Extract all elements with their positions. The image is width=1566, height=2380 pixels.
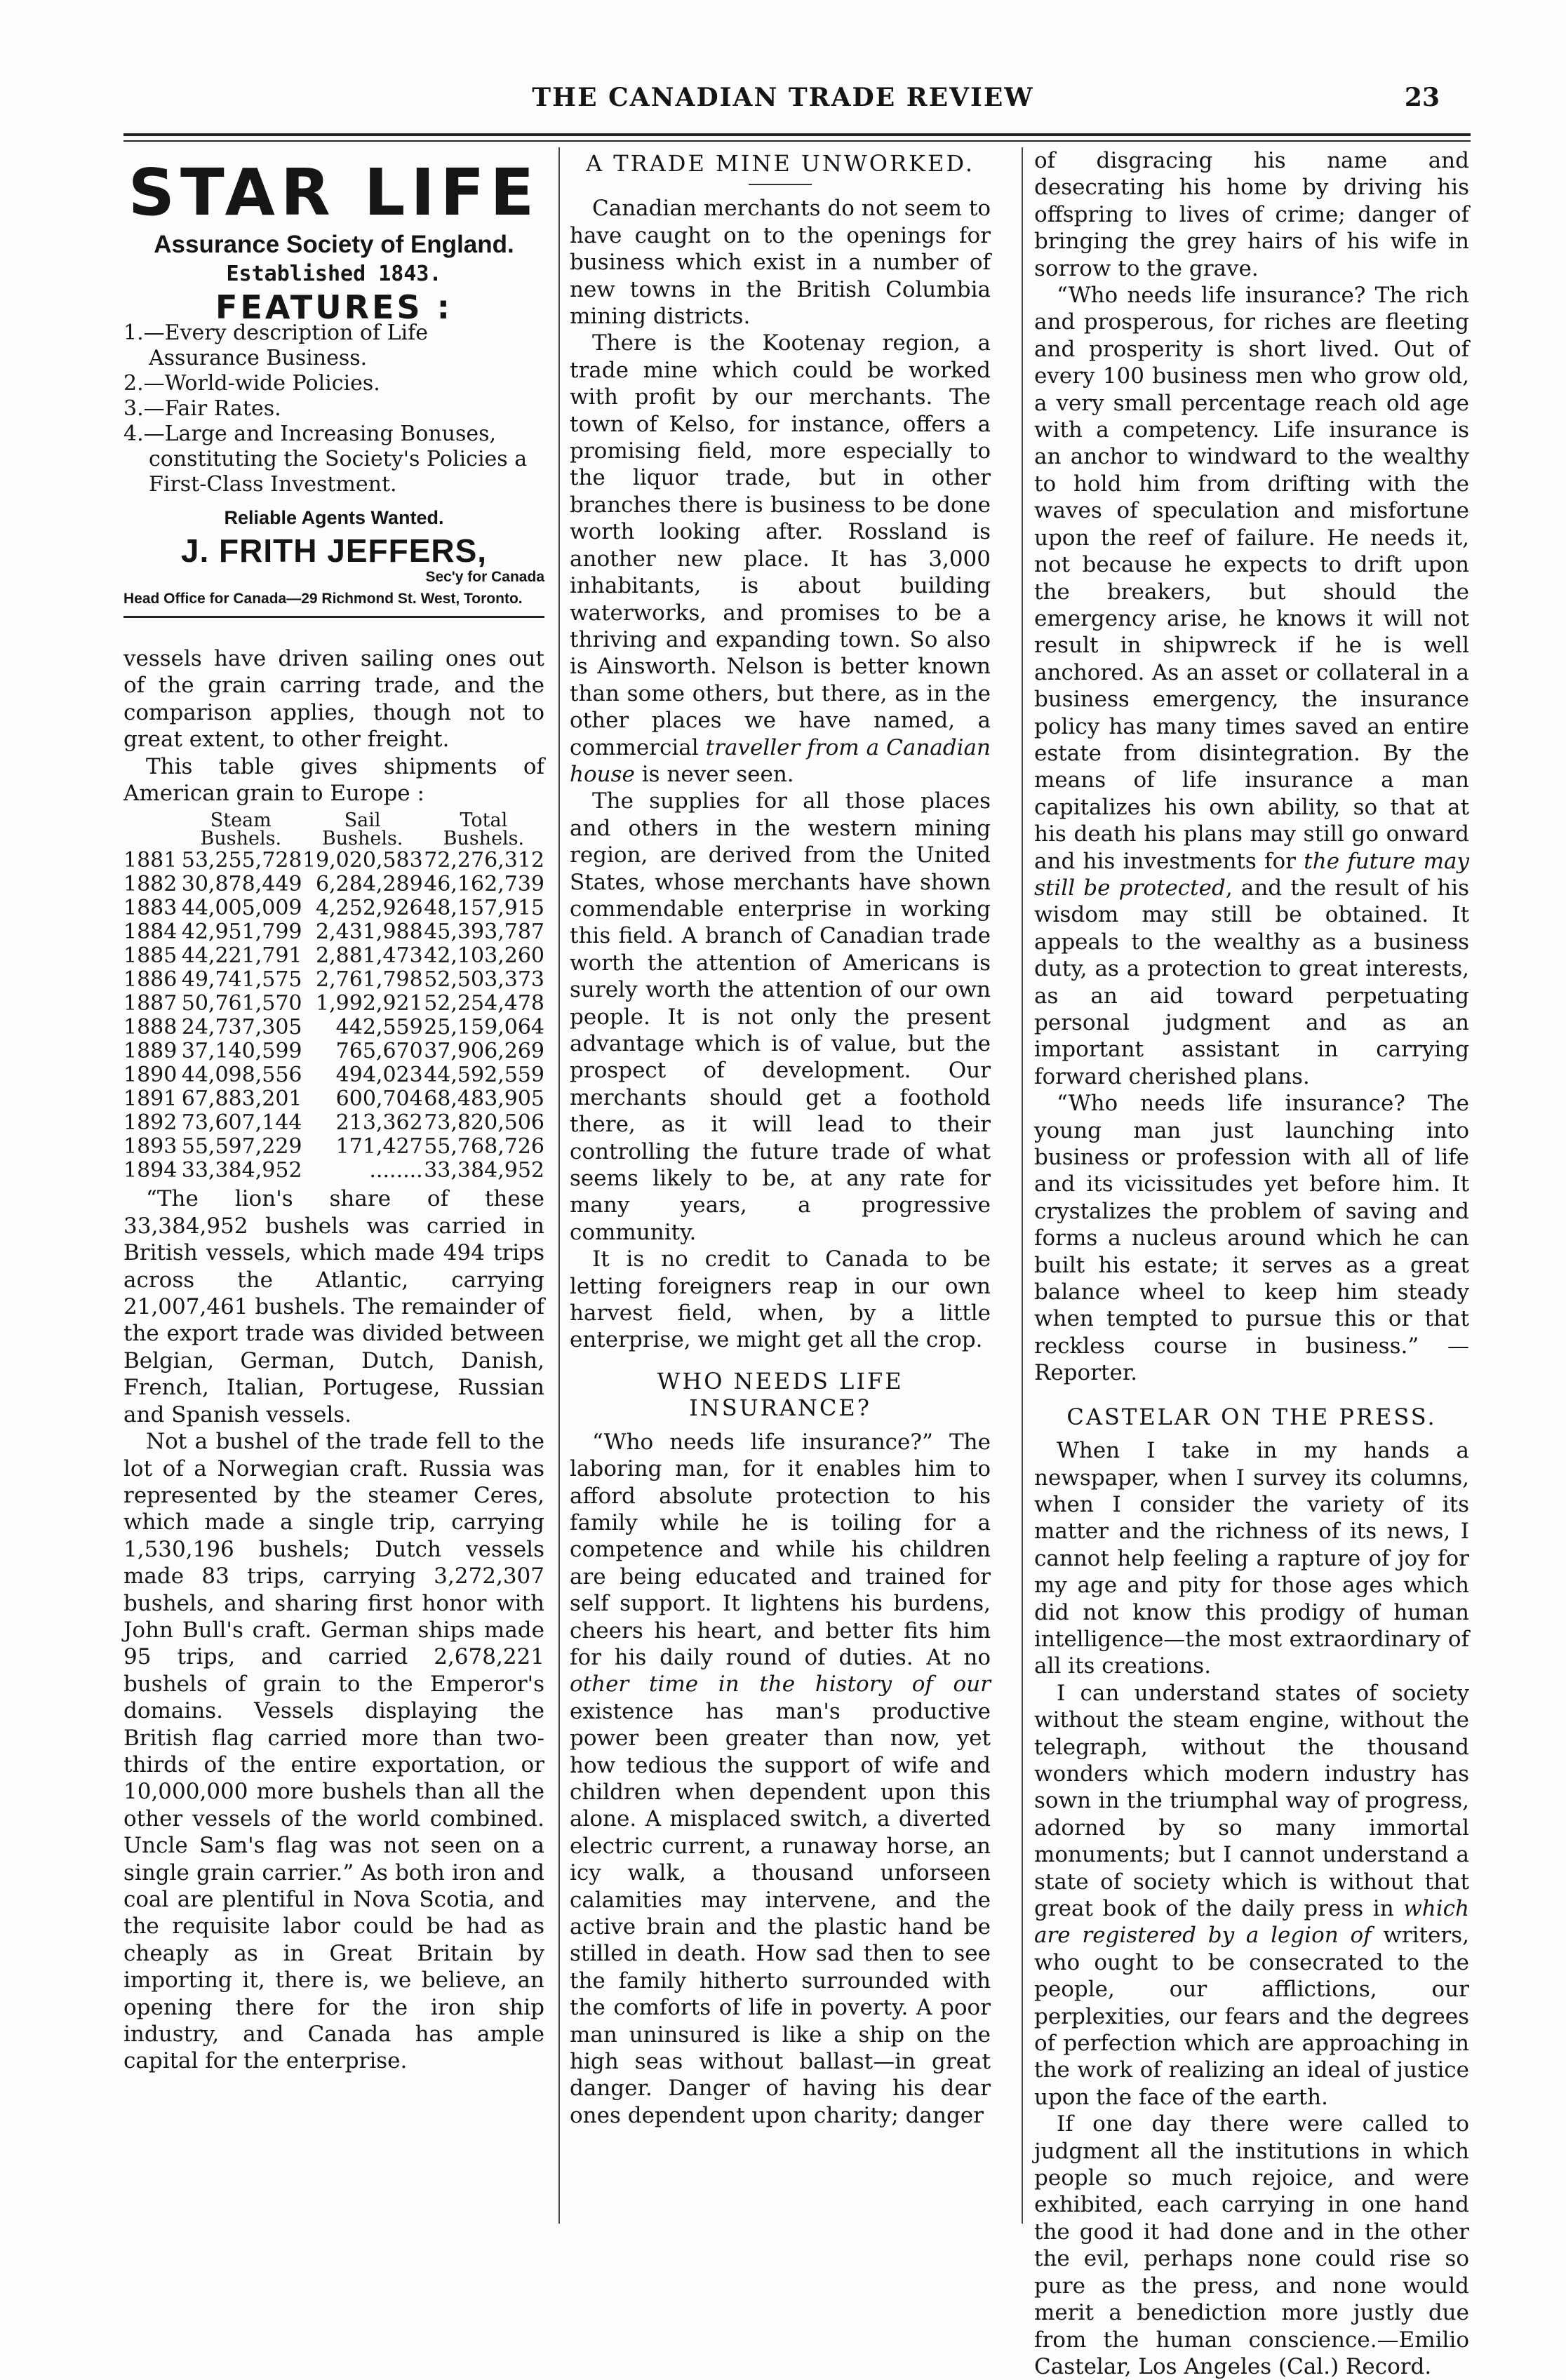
table-year-cell: 1890: [123, 1063, 178, 1088]
table-value-cell: 171,427: [335, 1134, 423, 1159]
table-value-cell: 2,431,988: [316, 920, 423, 945]
table-value-cell: 44,005,009: [181, 896, 302, 921]
table-value-cell: 25,159,064: [424, 1015, 544, 1040]
table-header: Steam Bushels.: [200, 809, 282, 850]
column-divider: [558, 147, 560, 2224]
running-header: [0, 83, 1566, 125]
table-row: [123, 992, 544, 1016]
table-row: [123, 944, 544, 968]
text-run: “Who needs life insurance? The rich and prosperous, for riches are fleeting and prosperity is short lived. Out of every 100 business men who grow old, a very small percentage reach old age with a competency. Life insurance is an anchor to windward to the wealthy to hold him from drifting with the waves of speculation and misfortune upon the reef of failure. He needs it, not because he expects to drift upon the breakers, but should the emergency arise, he knows it will not result in shipwreck if he is well anchored. As an asset or collateral in a business emergency, the insurance policy has many times saved an entire estate from disintegration. By the means of life insurance a man capitalizes his own ability, so that at his death his plans may still go onward and his investments for: [1034, 283, 1469, 874]
table-value-cell: 37,906,269: [424, 1039, 544, 1064]
text-run: , and the result of his wisdom may still be obtained. It appeals to the wealthy as a business duty, as a protection to great interests, as an aid toward perpetuating personal judgment and as an important assistant in carrying forward cherished plans.: [1034, 875, 1469, 1089]
table-value-cell: 6,284,289: [316, 872, 423, 897]
table-value-cell: 37,140,599: [181, 1039, 302, 1064]
young-man-paragraph: “Who needs life insurance? The young man just launching into business or profession with all of life and its vicissitudes yet before him. It crystalizes the problem of saving and forms a nucleus around which he can built his estate; it serves as a great balance wheel to keep him steady when tempted to pursue this or that reckless course in business.” —Reporter.: [1034, 1091, 1469, 1386]
newspaper-paragraph: When I take in my hands a newspaper, when I survey its columns, when I consider the variety of its matter and the richness of its news, I cannot help feeling a rapture of joy for my age and pity for those ages which did not know this prodigy of human intelligence—the most extraordinary of all its creations.: [1034, 1438, 1469, 1679]
trade-mine-paragraph: Canadian merchants do not seem to have caught on to the openings for business which exist in a number of new towns in the British Columbia mining districts.: [570, 196, 991, 330]
ad-brand: STAR LIFE: [128, 155, 540, 230]
ad-office-address: Head Office for Canada—29 Richmond St. West, Toronto.: [123, 591, 523, 607]
table-value-cell: 68,483,905: [424, 1087, 544, 1112]
table-value-cell: 1,992,921: [316, 991, 423, 1016]
society-paragraph: [1034, 1680, 1469, 2111]
table-value-cell: 52,254,478: [424, 991, 544, 1016]
table-row: [123, 896, 544, 920]
table-year-cell: 1886: [123, 967, 178, 993]
text-run: existence has man's productive power been greater than now, yet how tedious the support of wife and children when dependent upon this alone. A misplaced switch, a diverted electric current, a runaway horse, an icy walk, a thousand unforseen calamities may intervene, and the active brain and the plastic hand be stilled in death. How sad then to see the family hitherto surrounded with the comforts of life in poverty. A poor man uninsured is like a ship on the high seas without ballast—in great danger. Danger of having his dear ones dependent upon charity; danger: [570, 1698, 991, 2128]
table-value-cell: 73,607,144: [181, 1110, 302, 1136]
continued-paragraph: of disgracing his name and desecrating his home by driving his offspring to lives of crime; danger of bringing the grey hairs of his wife in sorrow to the grave.: [1034, 148, 1469, 281]
ad-features-heading: FEATURES :: [215, 288, 453, 326]
table-value-cell: 44,098,556: [181, 1063, 302, 1088]
table-row: [123, 968, 544, 992]
table-value-cell: 30,878,449: [181, 872, 302, 897]
page-number: 23: [1404, 83, 1440, 112]
ad-contact-title: Sec'y for Canada: [425, 569, 544, 586]
table-value-cell: 19,020,583: [302, 848, 423, 873]
table-value-cell: 50,761,570: [181, 991, 302, 1016]
grain-shipments-table: [123, 811, 544, 1183]
table-value-cell: 49,741,575: [181, 967, 302, 993]
table-row: [123, 1040, 544, 1063]
journal-title: THE CANADIAN TRADE REVIEW: [532, 83, 1034, 112]
table-year-cell: 1882: [123, 872, 178, 897]
star-life-advertisement: [123, 154, 544, 645]
table-value-cell: 73,820,506: [424, 1110, 544, 1136]
table-value-cell: 44,592,559: [424, 1063, 544, 1088]
table-row: [123, 849, 544, 873]
table-intro: This table gives shipments of American grain to Europe :: [123, 753, 544, 807]
table-row: [123, 1159, 544, 1183]
italic-run: the future may still be protected: [1034, 848, 1469, 901]
table-row: [123, 1087, 544, 1111]
text-run: I can understand states of society without the steam engine, without the telegraph, without the thousand wonders which modern industry has sown in the triumphal way of progress, adorned by so many immortal monuments; but I cannot understand a state of society which is without that great book of the daily press in: [1034, 1680, 1469, 1921]
norwegian-paragraph: Not a bushel of the trade fell to the lot of a Norwegian craft. Russia was represented by the steamer Ceres, which made a single trip, carrying 1,530,196 bushels; Dutch vessels made 83 trips, carrying 3,272,307 bushels, and sharing first honor with John Bull's craft. German ships made 95 trips, and carried 2,678,221 bushels of grain to the Emperor's domains. Vessels displaying the British flag carried more than two-thirds of the entire exportation, or 10,000,000 more bushels than all the other vessels of the world combined. Uncle Sam's flag was not seen on a single grain carrier.” As both iron and coal are plentiful in Nova Scotia, and the requisite labor could be had as cheaply as in Great Britain by importing it, there is, we believe, an opening there for the iron ship industry, and Canada has ample capital for the enterprise.: [123, 1429, 544, 2074]
table-value-cell: 42,103,260: [424, 943, 544, 969]
ad-agents-wanted: Reliable Agents Wanted.: [224, 507, 444, 529]
table-value-cell: 2,881,473: [316, 943, 423, 969]
ad-feature-item: 1.—Every description of Life Assurance Business.: [123, 321, 428, 371]
lions-share-paragraph: “The lion's share of these 33,384,952 bushels was carried in British vessels, which made 494 trips across the Atlantic, carrying 21,007,461 bushels. The remainder of the export trade was divided between Belgian, German, Dutch, Danish, French, Italian, Portugese, Russian and Spanish vessels.: [123, 1186, 544, 1427]
table-value-cell: 494,023: [335, 1063, 423, 1088]
life-insurance-paragraph: [570, 1429, 991, 2130]
table-value-cell: 45,393,787: [424, 920, 544, 945]
table-value-cell: 4,252,926: [316, 896, 423, 921]
column-1: [123, 147, 544, 2075]
kootenay-paragraph: [570, 330, 991, 788]
credit-paragraph: It is no credit to Canada to be letting foreigners reap in our own harvest field, when, by a little enterprise, we might get all the crop.: [570, 1246, 991, 1353]
italic-run: which are registered by a legion of: [1034, 1896, 1469, 1949]
table-value-cell: ........: [369, 1158, 423, 1183]
table-value-cell: 33,384,952: [424, 1158, 544, 1183]
table-year-cell: 1881: [123, 848, 178, 873]
table-value-cell: 600,704: [335, 1087, 423, 1112]
table-value-cell: 46,162,739: [424, 872, 544, 897]
table-row: [123, 873, 544, 896]
rich-prosperous-paragraph: [1034, 282, 1469, 1090]
table-year-cell: 1893: [123, 1134, 178, 1159]
header-rule: [123, 133, 1471, 136]
ad-contact-name: J. FRITH JEFFERS,: [180, 532, 488, 569]
ad-established: Established 1843.: [226, 262, 442, 287]
column-divider: [1022, 147, 1023, 2224]
ad-feature-item: 3.—Fair Rates.: [123, 396, 281, 422]
article-heading-trade-mine: A TRADE MINE UNWORKED.: [585, 150, 975, 177]
table-header: [123, 811, 180, 849]
table-value-cell: 55,597,229: [181, 1134, 302, 1159]
table-year-cell: 1889: [123, 1039, 178, 1064]
table-value-cell: 72,276,312: [424, 848, 544, 873]
table-year-cell: 1885: [123, 943, 178, 969]
table-year-cell: 1884: [123, 920, 178, 945]
table-value-cell: 67,883,201: [181, 1087, 302, 1112]
italic-run: traveller from a Canadian house: [570, 734, 991, 787]
table-row: [123, 1135, 544, 1159]
table-year-cell: 1888: [123, 1015, 178, 1040]
italic-run: other time in the history of our: [570, 1672, 991, 1697]
table-year-cell: 1887: [123, 991, 178, 1016]
judgment-paragraph: If one day there were called to judgment all the institutions in which people so much rejoice, and were exhibited, each carrying in one hand the good it had done and in the other the evil, perhaps none could rise so pure as the press, and none would merit a benediction more justly due from the human conscience.—Emilio Castelar, Los Angeles (Cal.) Record.: [1034, 2111, 1469, 2379]
table-value-cell: 48,157,915: [424, 896, 544, 921]
table-value-cell: 24,737,305: [181, 1015, 302, 1040]
table-value-cell: 52,503,373: [424, 967, 544, 993]
article-heading-castelar: CASTELAR ON THE PRESS.: [1066, 1403, 1437, 1430]
supplies-paragraph: The supplies for all those places and others in the western mining region, are derived from the United States, whose merchants have shown commendable enterprise in working this field. A branch of Canadian trade worth the attention of Americans is surely worth the attention of our own people. It is not only the present advantage which is of value, but the prospect of development. Our merchants should get a foothold there, as it will lead to their controlling the future trade of what seems likely to be, at any rate for many years, a progressive community.: [570, 788, 991, 1245]
text-run: writers, who ought to be consecrated to the people, our afflictions, our perplexities, our fears and the degrees of perfection which are approaching in the work of realizing an ideal of justice upon the face of the earth.: [1034, 1923, 1469, 2110]
table-year-cell: 1892: [123, 1110, 178, 1136]
table-value-cell: 213,362: [335, 1110, 423, 1136]
grain-intro-paragraph: vessels have driven sailing ones out of the grain carring trade, and the comparison applies, though not to great extent, to other freight.: [123, 646, 544, 753]
table-header: Total Bushels.: [443, 809, 525, 850]
table-year-cell: 1891: [123, 1087, 178, 1112]
article-heading-life-insurance: WHO NEEDS LIFE INSURANCE?: [657, 1367, 904, 1422]
heading-dash: [749, 184, 812, 185]
table-value-cell: 765,670: [335, 1039, 423, 1064]
table-row: [123, 1016, 544, 1040]
table-value-cell: 44,221,791: [181, 943, 302, 969]
header-rule-thin: [123, 140, 1471, 142]
table-row: [123, 1063, 544, 1087]
table-value-cell: 442,559: [335, 1015, 423, 1040]
table-year-cell: 1894: [123, 1158, 178, 1183]
table-row: [123, 920, 544, 944]
text-run: “Who needs life insurance?” The laboring man, for it enables him to afford absolute protection to his family while he is toiling for a competence and while his children are being educated and trained for self support. It lightens his burdens, cheers his heart, and better fits him for his daily round of duties. At no: [570, 1429, 991, 1670]
table-row: [123, 1111, 544, 1135]
ad-features-list: [123, 321, 544, 497]
table-value-cell: 2,761,798: [316, 967, 423, 993]
column-3: [1034, 147, 1469, 2380]
ad-subtitle: Assurance Society of England.: [154, 231, 514, 258]
table-header: Sail Bushels.: [321, 809, 403, 850]
ad-bottom-rule: [123, 616, 544, 618]
ad-feature-item: 4.—Large and Increasing Bonuses, constituting the Society's Policies a First-Class Investment.: [123, 422, 528, 497]
table-year-cell: 1883: [123, 896, 178, 921]
text-run: is never seen.: [634, 761, 794, 787]
table-value-cell: 53,255,728: [181, 848, 302, 873]
table-value-cell: 55,768,726: [424, 1134, 544, 1159]
text-run: There is the Kootenay region, a trade mine which could be worked with profit by our merchants. The town of Kelso, for instance, offers a promising field, more especially to the liquor trade, but in other branches there is business to be done worth looking after. Rossland is another new place. It has 3,000 inhabitants, is about building waterworks, and promises to be a thriving and expanding town. So also is Ainsworth. Nelson is better known than some others, but there, as in the other places we have named, a commercial: [570, 330, 991, 760]
column-2: [570, 147, 991, 2129]
table-value-cell: 33,384,952: [181, 1158, 302, 1183]
table-value-cell: 42,951,799: [181, 920, 302, 945]
ad-feature-item: 2.—World-wide Policies.: [123, 371, 380, 396]
